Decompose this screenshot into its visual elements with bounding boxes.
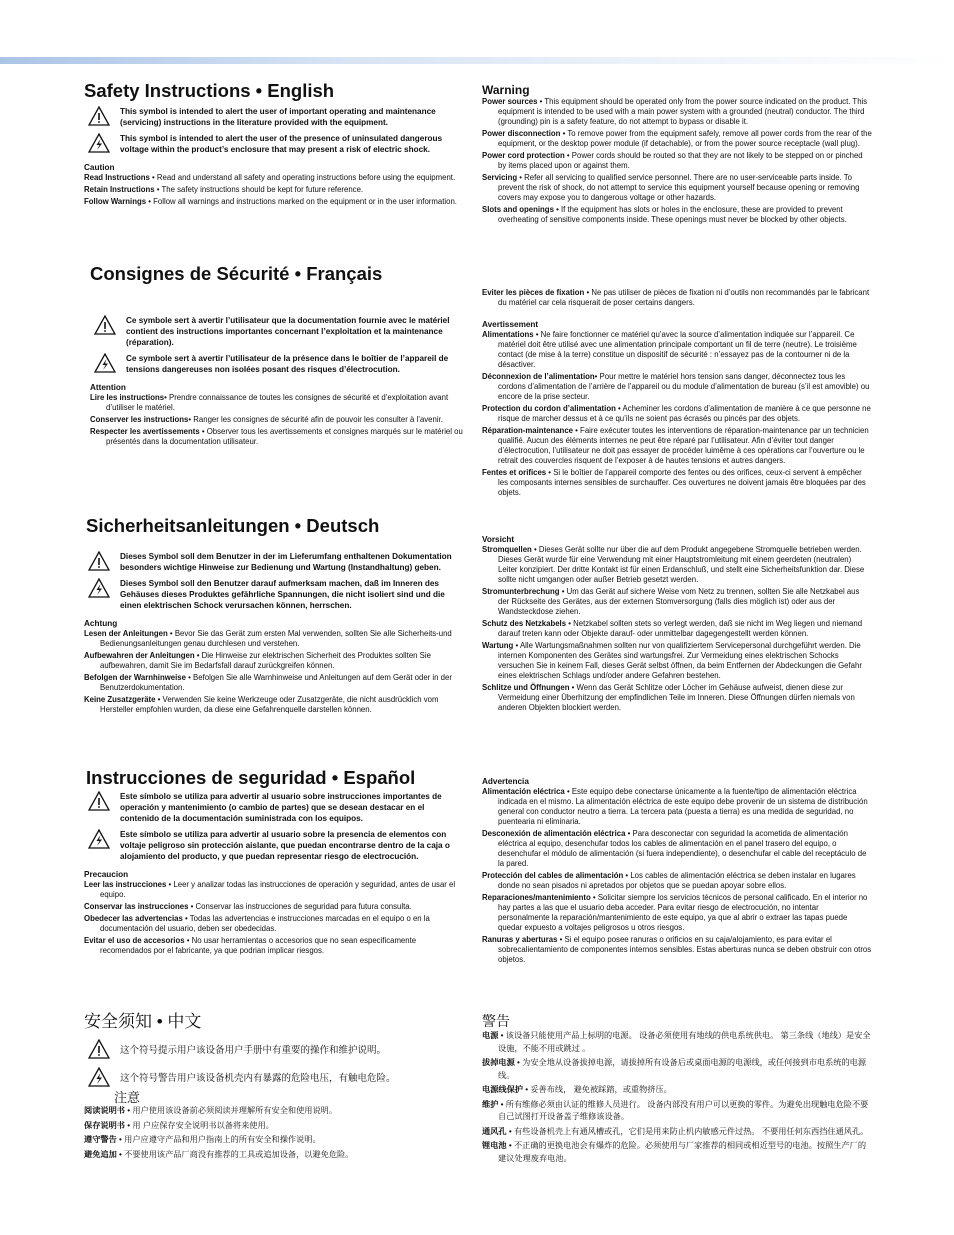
list-item: Reparaciones/mantenimiento • Solicitar siempre los servicios técnicos de personal calificado. En el interior no hay partes a las que el usuario deba acceder. Para evitar riesgo de electrocución, no intentar personalmente la reparación/mantenimiento de este equipo, ya que al abrir o extraer las tapas puede quedar expuesto a voltajes peligrosos u otros riesgos. [482, 893, 868, 932]
section-title: Vorsicht [482, 535, 515, 544]
list-item: Evitar el uso de accesorios • No usar herramientas o accesorios que no sean especificamente recomendados por el fabricante, ya que podrian implicar riesgos. [84, 936, 417, 955]
warning-triangle-icon [94, 315, 116, 335]
list-item: Obedecer las advertencias • Todas las advertencias e instrucciones marcadas en el equipo o en la documentación del usuario, deben ser obedecidas. [84, 914, 430, 933]
caution-heading: Caution [84, 163, 115, 172]
section-spanish [84, 767, 464, 958]
section-vorsicht [482, 535, 872, 715]
warning-triangle-icon [88, 106, 110, 126]
section-title: Consignes de Sécurité • Français [90, 263, 383, 284]
shock-symbol-row [84, 133, 464, 155]
list-item: Respecter les avertissements • Observer tous les avertissements et consignes marqués sur le matériel ou présentés dans la documentation utilisateur. [90, 427, 463, 446]
section-title: Avertissement [482, 320, 539, 329]
section-german [84, 515, 464, 717]
warning-triangle-icon [88, 1039, 110, 1059]
symbol-description: Dieses Symbol soll dem Benutzer in der im Lieferumfang enthaltenen Dokumentation besonders wichtige Hinweise zur Bedienung und Wartung (Instandhaltung) geben. [120, 552, 452, 572]
list-item: Lesen der Anleitungen • Bevor Sie das Gerät zum ersten Mal verwenden, sollten Sie alle Sicherheits-und Bedienungsanleitungen genau durchlesen und verstehen. [84, 629, 452, 648]
caution-heading: Precaucion [84, 870, 129, 879]
list-item: 维护 • 所有维修必须由认证的维修人员进行。 设备内部没有用户可以更换的零件。为避免出现触电危险不要自己试图打开设备盖子维修该设备。 [482, 1099, 869, 1121]
list-item: Conserver les instructions• Ranger les consignes de sécurité afin de pouvoir les consulter à l’avenir. [90, 415, 443, 424]
section-warning [482, 83, 872, 227]
list-item: Power sources • This equipment should be operated only from the power source indicated on the product. This equipment is intended to be used with a main power system with a grounded (neutral) conductor. The third (grounding) pin is a safety feature, do not attempt to bypass or disable it. [482, 97, 868, 126]
electric-shock-icon [88, 829, 110, 849]
list-item: Réparation-maintenance • Faire exécuter toutes les interventions de réparation-maintenance par un technicien qualifié. Aucun des éléments internes ne peut être réparé par l’utilisateur. Afin d’éviter tout danger d’électrocution, l’utilisateur ne doit pas essayer de procéder luimême à ces opérations car l’ouverture ou le retrait des couvercles risquent de l’exposer à de hautes tensions et autres dangers. [482, 426, 869, 465]
list-item: Wartung • Alle Wartungsmaßnahmen sollten nur von qualifiziertem Servicepersonal durchgeführt werden. Die internen Komponenten des Gerätes sind wartungsfrei. Zur Vermeidung eines elektrischen Schocks versuchen Sie in keinem Fall, dieses Gerät selbst öffnen, da beim Entfernen der Abdeckungen die Gefahr eines elektrischen Schlags und/oder andere Gefahren bestehen. [482, 641, 862, 680]
list-item: Power disconnection • To remove power from the equipment safely, remove all power cords from the rear of the equipment, or the desktop power module (if detachable), or from the power source receptacle (wall plug). [482, 129, 872, 148]
list-item: 保存说明书 • 用 户应保存安全说明书以备将来使用。 [84, 1120, 274, 1130]
list-item: Schlitze und Öffnungen • Wenn das Gerät Schlitze oder Löcher im Gehäuse aufweist, dienen diese zur Vermeidung einer Überhitzung der empfindlichen Teile im Inneren. Diese Öffnungen dürfen niemals von anderen Objekten blockiert werden. [482, 683, 855, 712]
section-title: Warning [482, 83, 530, 97]
caution-symbol-row [84, 791, 464, 824]
section-chinese-warning [482, 1013, 872, 1167]
caution-symbol-row [84, 1039, 464, 1059]
symbol-description: Ce symbole sert à avertir l’utilisateur que la documentation fournie avec le matériel contient des instructions importantes concernant l’exploitation et la maintenance (réparation). [126, 316, 450, 347]
list-item: Stromquellen • Dieses Gerät sollte nur über die auf dem Produkt angegebene Stromquelle betrieben werden. Dieses Gerät wurde für eine Verwendung mit einer Hauptstromleitung mit einem geerdeten (neutralen) Leiter konzipiert. Der dritte Kontakt ist für einen Erdanschluß, und stellt eine Sicherheitsfunktion dar. Diese sollte nicht umgangen oder außer Betrieb gesetzt werden. [482, 545, 865, 584]
list-item: Power cord protection • Power cords should be routed so that they are not likely to be stepped on or pinched by items placed upon or against them. [482, 151, 863, 170]
caution-heading: Attention [90, 383, 126, 392]
shock-symbol-row [84, 829, 464, 862]
caution-heading: 注意 [114, 1090, 141, 1105]
list-item: Alimentations • Ne faire fonctionner ce matériel qu’avec la source d’alimentation indiquée sur l’appareil. Ce matériel doit être utilisé avec une alimentation principale comportant un fil de terre (neutre). Le troisième contact (de mise à la terre) constitue un dispositif de sécurité : n’essayez pas de la contourner ni de la désactiver. [482, 330, 857, 369]
symbol-description: Ce symbole sert à avertir l’utilisateur de la présence dans le boîtier de l’appareil de tensions dangereuses non isolées posant des risques d’électrocution. [126, 354, 449, 374]
section-title: Advertencia [482, 777, 529, 786]
caution-heading: Achtung [84, 619, 118, 628]
list-item: Fentes et orifices • Si le boîtier de l’appareil comporte des fentes ou des orifices, ceux-ci servent à empêcher les composants internes sensibles de surchauffer. Ces ouvertures ne doivent jamais être bloquées par des objets. [482, 468, 866, 497]
list-item: 阅读说明书 • 用户使用该设备前必须阅读并理解所有安全和使用说明。 [84, 1106, 338, 1115]
electric-shock-icon [88, 1067, 110, 1087]
shock-symbol-row [90, 353, 470, 375]
caution-symbol-row [84, 106, 464, 128]
symbol-description: Este símbolo se utiliza para advertir al usuario sobre la presencia de elementos con voltaje peligroso sin protección aislante, que puedan encontrarse dentro de la caja o alojamiento del producto, y que puedan representar riesgo de electrocución. [120, 830, 450, 861]
section-english [84, 80, 464, 209]
section-avertissement [482, 288, 872, 500]
list-item: Servicing • Refer all servicing to qualified service personnel. There are no user-serviceable parts inside. To prevent the risk of shock, do not attempt to service this equipment yourself because opening or removing covers may expose you to dangerous voltage or other hazards. [482, 173, 860, 202]
warning-triangle-icon [88, 551, 110, 571]
section-title: Sicherheitsanleitungen • Deutsch [86, 515, 380, 536]
list-item: Conservar las instrucciones • Conservar las instrucciones de seguridad para futura consulta. [84, 902, 412, 911]
list-item: 拔掉电源 • 为安全地从设备拔掉电源，请拔掉所有设备后或桌面电源的电源线，或任何接到市电系统的电源线。 [482, 1058, 867, 1080]
list-item: Eviter les pièces de fixation • Ne pas utiliser de pièces de fixation ni d’outils non recommandés par le fabricant du matériel car cela risquerait de poser certains dangers. [482, 288, 870, 307]
electric-shock-icon [88, 133, 110, 153]
symbol-description: This symbol is intended to alert the user of important operating and maintenance (servicing) instructions in the literature provided with the equipment. [120, 107, 436, 127]
section-title: 警告 [482, 1013, 510, 1029]
list-item: 遵守警告 • 用户应遵守产品和用户指南上的所有安全和操作说明。 [84, 1135, 321, 1144]
list-item: Schutz des Netzkabels • Netzkabel sollten stets so verlegt werden, daß sie nicht im Weg liegen und niemand darauf treten kann oder Objekte darauf- oder unmittelbar dagegengestellt werden können. [482, 619, 863, 638]
section-chinese [84, 1011, 464, 1163]
section-title: 安全须知 • 中文 [84, 1012, 202, 1031]
list-item: Retain Instructions • The safety instructions should be kept for future reference. [84, 185, 364, 194]
caution-symbol-row [90, 315, 470, 348]
list-item: Keine Zusatzgeräte • Verwenden Sie keine Werkzeuge oder Zusatzgeräte, die nicht ausdrücklich vom Hersteller empfohlen wurden, da diese eine Gefahrenquelle darstellen können. [84, 695, 439, 714]
list-item: Read Instructions • Read and understand all safety and operating instructions before using the equipment. [84, 173, 456, 182]
list-item: Lire les instructions• Prendre connaissance de toutes les consignes de sécurité et d’exploitation avant d’utiliser le matériel. [90, 393, 449, 412]
list-item: Alimentación eléctrica • Este equipo debe conectarse únicamente a la fuente/tipo de alimentación eléctrica indicada en el mismo. La alimentación eléctrica de este equipo debe provenir de un sistema de distribución general con conductor neutro a tierra. La tercera pata (puesta a tierra) es una medida de seguridad, no puentearia ni eliminaria. [482, 787, 868, 826]
section-title: Instrucciones de seguridad • Español [86, 767, 416, 788]
symbol-description: Este símbolo se utiliza para advertir al usuario sobre instrucciones importantes de operación y mantenimiento (o cambio de partes) que se desean destacar en el contenido de la documentación suministrada con los equipos. [120, 792, 442, 823]
list-item: Befolgen der Warnhinweise • Befolgen Sie alle Warnhinweise und Anleitungen auf dem Gerät oder in der Benutzerdokumentation. [84, 673, 452, 692]
shock-symbol-row [84, 578, 464, 611]
list-item: 通风孔 • 有些设备机壳上有通风槽或孔，它们是用来防止机内敏感元件过热。 不要用任何东西挡住通风孔。 [482, 1126, 869, 1136]
symbol-description: 这个符号提示用户该设备用户手册中有重要的操作和维护说明。 [120, 1045, 387, 1056]
shock-symbol-row [84, 1067, 464, 1087]
list-item: Déconnexion de l’alimentation• Pour mettre le matériel hors tension sans danger, déconnectez tous les cordons d’alimentation de l’arrière de l’appareil ou du module d’alimentation de bureau (s’il est amovible) ou encore de la prise secteur. [482, 372, 870, 401]
list-item: Stromunterbrechung • Um das Gerät auf sichere Weise vom Netz zu trennen, sollten Sie alle Netzkabel aus der Rückseite des Gerätes, aus der externen Stomversorgung (falls dies möglich ist) oder aus der Wandsteckdose ziehen. [482, 587, 860, 616]
list-item: 避免追加 • 不要使用该产品厂商没有推荐的工具或追加设备，以避免危险。 [84, 1149, 354, 1159]
section-advertencia [482, 777, 872, 967]
symbol-description: Dieses Symbol soll den Benutzer darauf aufmerksam machen, daß im Inneren des Gehäuses dieses Produktes gefährliche Spannungen, die nicht isoliert sind und die einen elektrischen Schock verursachen können, herrschen. [120, 579, 445, 610]
list-item: Leer las instrucciones • Leer y analizar todas las instrucciones de operación y seguridad, antes de usar el equipo. [84, 880, 456, 899]
list-item: 锂电池 • 不正确的更换电池会有爆炸的危险。必须使用与厂家推荐的相同或相近型号的电池。按照生产厂的建议处理废弃电池。 [482, 1141, 867, 1163]
symbol-description: 这个符号警告用户该设备机壳内有暴露的危险电压，有触电危险。 [120, 1073, 396, 1084]
section-french [90, 263, 470, 449]
electric-shock-icon [88, 578, 110, 598]
list-item: 电源 • 该设备只能使用产品上标明的电源。 设备必须使用有地线的供电系统供电。 第三条线（地线）是安全设施，不能不用或跳过 。 [482, 1031, 871, 1053]
list-item: Ranuras y aberturas • Si el equipo posee ranuras o orificios en su caja/alojamiento, es para evitar el sobrecalientamiento de componentes internos sensibles. Estas aberturas nunca se deben obstruir con otros objetos. [482, 935, 872, 964]
list-item: 电源线保护 • 妥善布线， 避免被踩踏，或重物挤压。 [482, 1085, 672, 1094]
warning-triangle-icon [88, 791, 110, 811]
list-item: Slots and openings • If the equipment has slots or holes in the enclosure, these are provided to prevent overheating of sensitive components inside. These openings must never be blocked by other objects. [482, 205, 847, 224]
caution-symbol-row [84, 551, 464, 573]
symbol-description: This symbol is intended to alert the user of the presence of uninsulated dangerous voltage within the product’s enclosure that may present a risk of electric shock. [120, 134, 443, 154]
list-item: Desconexión de alimentación eléctrica • Para desconectar con seguridad la acometida de alimentación eléctrica al equipo, desenchufar todos los cables de alimentación en el panel trasero del equipo, o desenchufar el módulo de alimentación (si fuera independiente), o desenchufar el cable del receptáculo de la pared. [482, 829, 867, 868]
header-gradient-bar [0, 57, 954, 64]
list-item: Aufbewahren der Anleitungen • Die Hinweise zur elektrischen Sicherheit des Produktes sollten Sie aufbewahren, damit Sie im Bedarfsfall darauf zurückgreifen können. [84, 651, 431, 670]
list-item: Protection du cordon d’alimentation • Acheminer les cordons d’alimentation de manière à ce que personne ne risque de marcher dessus et à ce qu’ils ne soient pas écrasés ou pincés par des objets. [482, 404, 871, 423]
list-item: Follow Warnings • Follow all warnings and instructions marked on the equipment or in the user information. [84, 197, 457, 206]
list-item: Protección del cables de alimentación • Los cables de alimentación eléctrica se deben instalar en lugares donde no sean pisados ni apretados por objetos que se puedan apoyar sobre ellos. [482, 871, 856, 890]
electric-shock-icon [94, 353, 116, 373]
section-title: Safety Instructions • English [84, 80, 335, 101]
